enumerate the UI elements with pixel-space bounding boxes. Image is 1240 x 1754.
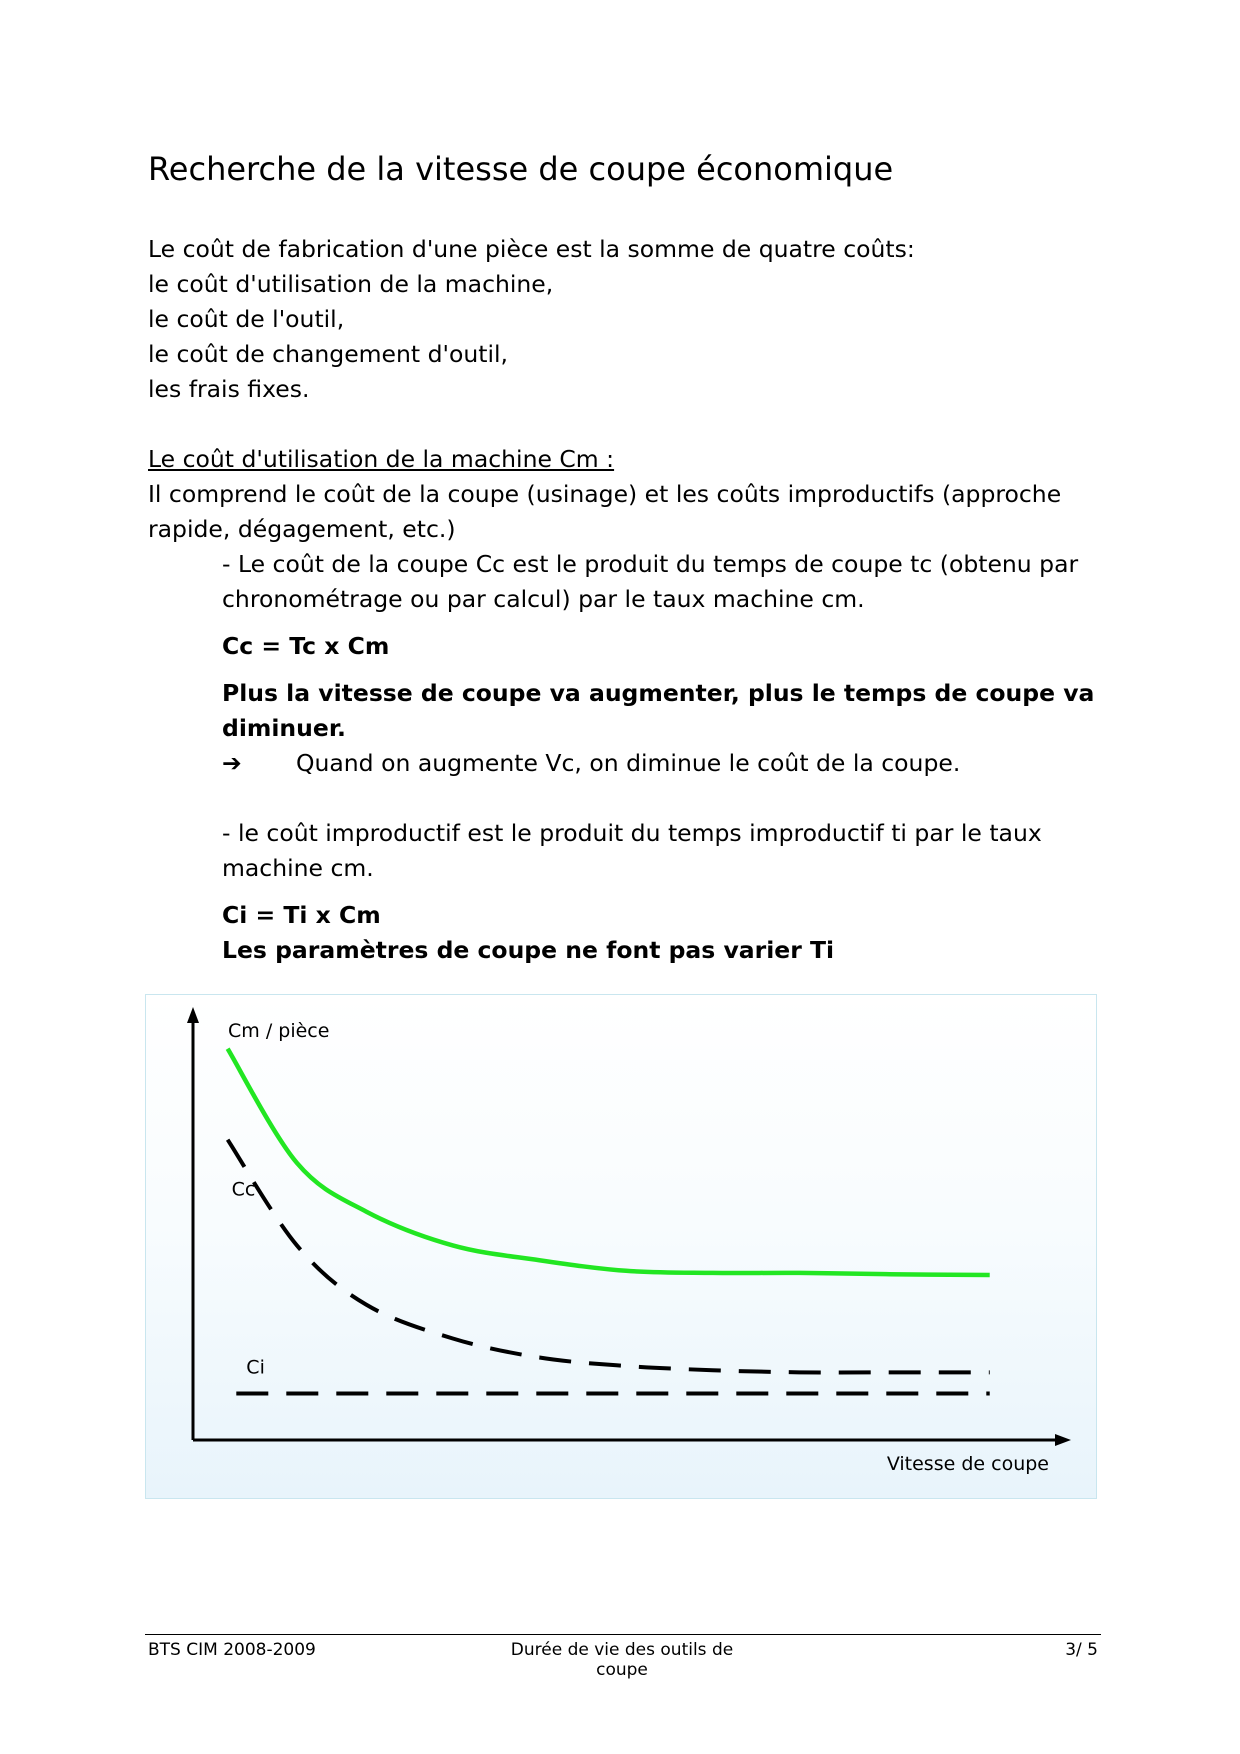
footer-center: Durée de vie des outils de coupe [510,1640,734,1680]
footer-page-number: 3/ 5 [1065,1640,1098,1660]
ci-text-line: machine cm. [222,854,374,882]
y-axis-label: Cm / pièce [228,1020,330,1042]
footer-divider [145,1634,1101,1635]
arrow-right-icon: ➔ [222,749,242,777]
intro-line: Le coût de fabrication d'une pièce est la somme de quatre coûts: [148,235,915,263]
page-title: Recherche de la vitesse de coupe économique [148,150,894,188]
section-heading: Le coût d'utilisation de la machine Cm : [148,445,615,473]
cc-formula: Cc = Tc x Cm [222,632,390,660]
y-axis-arrowhead [187,1007,199,1023]
x-axis-label: Vitesse de coupe [886,1453,1049,1475]
series-label-cc: Cc [231,1178,256,1201]
cc-text-line: - Le coût de la coupe Cc est le produit du temps de coupe tc (obtenu par [222,550,1079,578]
intro-line: le coût de l'outil, [148,305,345,333]
intro-line: le coût d'utilisation de la machine, [148,270,554,298]
ci-text-line: - le coût improductif est le produit du temps improductif ti par le taux [222,819,1042,847]
ci-formula: Ci = Ti x Cm [222,901,381,929]
x-axis-arrowhead [1055,1434,1071,1446]
series-line-cm-pi-ce [228,1049,990,1275]
ci-bold-line: Les paramètres de coupe ne font pas varier Ti [222,936,835,964]
series-label-ci: Ci [246,1356,265,1379]
intro-line: les frais fixes. [148,375,310,403]
section-text-line: Il comprend le coût de la coupe (usinage) et les coûts improductifs (approche [148,480,1062,508]
arrow-text: Quand on augmente Vc, on diminue le coût de la coupe. [296,749,961,777]
series-line-cc [228,1140,990,1373]
cc-bold-line: Plus la vitesse de coupe va augmenter, plus le temps de coupe va [222,679,1095,707]
cc-text-line: chronométrage ou par calcul) par le taux machine cm. [222,585,865,613]
cc-bold-line: diminuer. [222,714,346,742]
intro-line: le coût de changement d'outil, [148,340,508,368]
footer-left: BTS CIM 2008-2009 [148,1640,316,1660]
cost-chart [145,994,1097,1499]
section-text-line: rapide, dégagement, etc.) [148,515,456,543]
